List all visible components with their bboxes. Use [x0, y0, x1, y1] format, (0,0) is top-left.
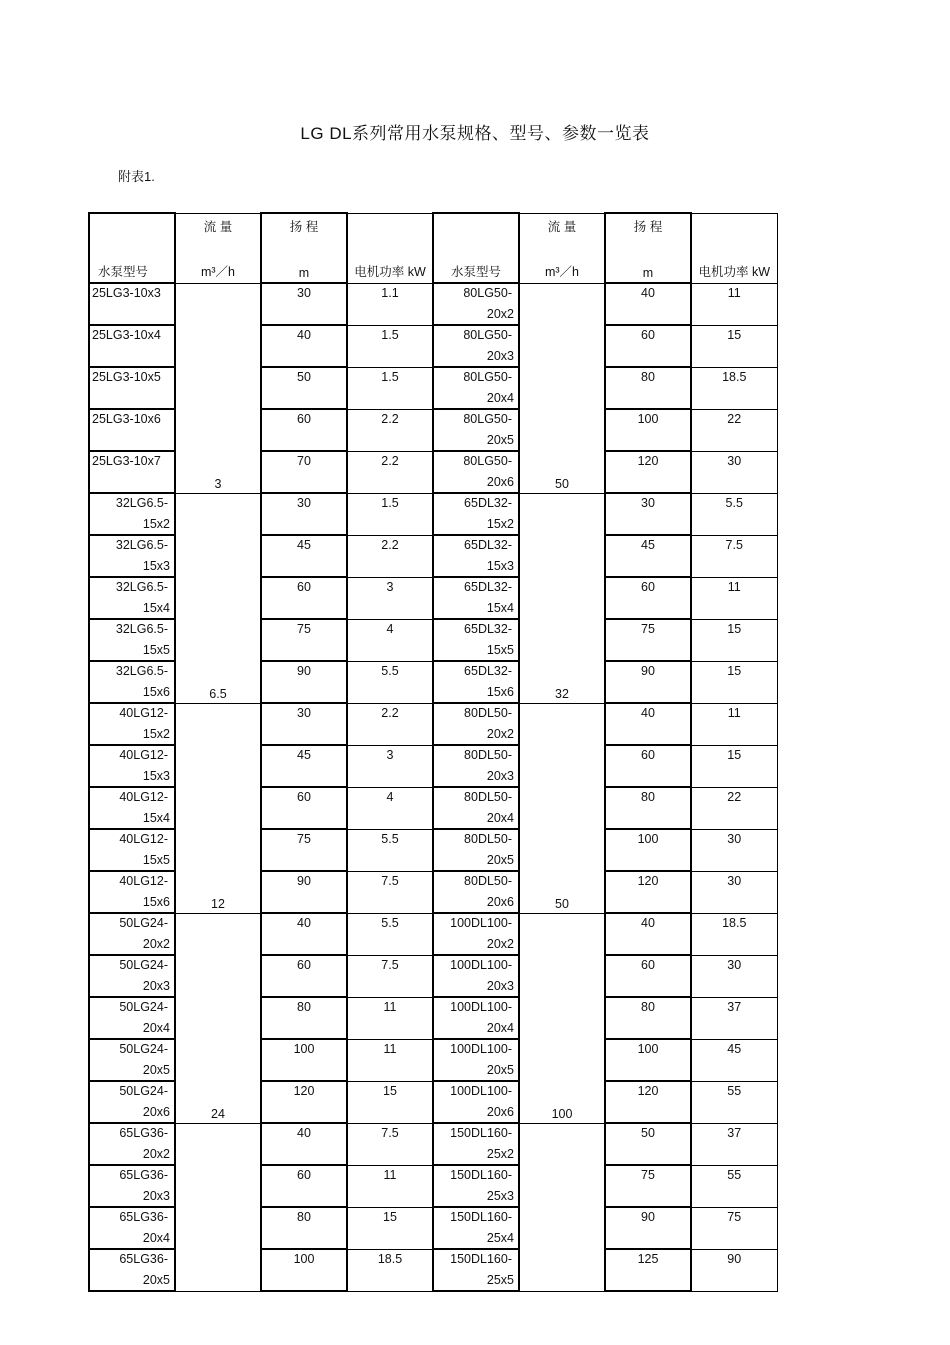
pump-spec-table — [88, 212, 778, 1292]
model-cell-right — [433, 619, 519, 661]
model-line-2: 20x4 — [142, 1021, 170, 1035]
model-line-1: 80LG50- — [463, 370, 512, 384]
model-line-2: 25x2 — [486, 1147, 514, 1161]
model-cell-left — [89, 1165, 175, 1207]
head-cell-right: 120 — [605, 451, 691, 493]
head-cell-left: 80 — [261, 997, 347, 1039]
model-name: 25LG3-10x3 — [92, 286, 161, 300]
model-line-2: 15x2 — [142, 727, 170, 741]
head-cell-right: 90 — [605, 1207, 691, 1249]
model-cell-right — [433, 997, 519, 1039]
header-model-left: 水泵型号 — [89, 213, 175, 283]
model-cell-right — [433, 409, 519, 451]
model-line-1: 80DL50- — [464, 748, 512, 762]
model-line-1: 65LG36- — [119, 1168, 168, 1182]
power-cell-left: 11 — [347, 997, 433, 1039]
head-cell-right: 90 — [605, 661, 691, 703]
model-line-2: 20x6 — [486, 475, 514, 489]
model-cell-left — [89, 997, 175, 1039]
model-cell-right — [433, 955, 519, 997]
head-cell-left: 60 — [261, 955, 347, 997]
model-line-2: 15x5 — [486, 643, 514, 657]
power-cell-right: 22 — [691, 409, 777, 451]
model-line-2: 20x6 — [486, 1105, 514, 1119]
model-line-2: 20x6 — [142, 1105, 170, 1119]
head-cell-left: 45 — [261, 535, 347, 577]
table-row — [89, 703, 777, 745]
model-cell-right — [433, 493, 519, 535]
model-line-1: 150DL160- — [450, 1168, 512, 1182]
model-cell-right — [433, 661, 519, 703]
model-line-1: 32LG6.5- — [115, 538, 168, 552]
model-line-2: 15x6 — [142, 895, 170, 909]
model-line-1: 80DL50- — [464, 832, 512, 846]
model-line-2: 20x5 — [142, 1063, 170, 1077]
model-line-1: 40LG12- — [119, 832, 168, 846]
head-cell-left: 30 — [261, 493, 347, 535]
model-cell-right — [433, 1123, 519, 1165]
model-line-2: 20x2 — [486, 937, 514, 951]
head-cell-right: 80 — [605, 367, 691, 409]
head-cell-left: 60 — [261, 787, 347, 829]
model-cell-left — [89, 661, 175, 703]
head-cell-left: 40 — [261, 325, 347, 367]
power-cell-right: 45 — [691, 1039, 777, 1081]
header-flow-left: 流 量 m³／h — [175, 213, 261, 283]
head-cell-left: 100 — [261, 1249, 347, 1291]
power-cell-left: 7.5 — [347, 871, 433, 913]
power-cell-right: 15 — [691, 325, 777, 367]
flow-cell-right: 32 — [519, 493, 605, 703]
head-cell-left: 50 — [261, 367, 347, 409]
model-line-2: 20x3 — [142, 1189, 170, 1203]
head-cell-left: 30 — [261, 283, 347, 325]
flow-cell-left: 3 — [175, 283, 261, 493]
model-cell-left — [89, 871, 175, 913]
model-line-2: 20x3 — [486, 349, 514, 363]
head-cell-left: 80 — [261, 1207, 347, 1249]
power-cell-right: 30 — [691, 955, 777, 997]
power-cell-left: 3 — [347, 577, 433, 619]
model-line-2: 15x3 — [142, 769, 170, 783]
power-cell-right: 15 — [691, 661, 777, 703]
table-row — [89, 283, 777, 325]
model-line-1: 100DL100- — [450, 916, 512, 930]
table-row — [89, 493, 777, 535]
header-power-right: 电机功率 kW — [691, 213, 777, 283]
head-cell-left: 60 — [261, 409, 347, 451]
model-line-2: 25x4 — [486, 1231, 514, 1245]
power-cell-right: 90 — [691, 1249, 777, 1291]
model-line-1: 65LG36- — [119, 1210, 168, 1224]
power-cell-left: 1.5 — [347, 325, 433, 367]
head-cell-right: 125 — [605, 1249, 691, 1291]
pump-table-body — [89, 283, 777, 1291]
power-cell-left: 3 — [347, 745, 433, 787]
power-cell-right: 5.5 — [691, 493, 777, 535]
header-head-right: 扬 程 m — [605, 213, 691, 283]
model-cell-right — [433, 1165, 519, 1207]
flow-cell-right: 100 — [519, 913, 605, 1123]
model-line-1: 65LG36- — [119, 1126, 168, 1140]
model-cell-right — [433, 787, 519, 829]
model-cell-left — [89, 1123, 175, 1165]
model-line-1: 65DL32- — [464, 580, 512, 594]
model-cell-left — [89, 1081, 175, 1123]
flow-cell-left — [175, 1123, 261, 1291]
head-cell-left: 30 — [261, 703, 347, 745]
model-cell-right — [433, 283, 519, 325]
model-cell-left — [89, 955, 175, 997]
model-line-2: 20x5 — [486, 853, 514, 867]
model-line-2: 15x3 — [486, 559, 514, 573]
model-cell-right — [433, 829, 519, 871]
model-line-2: 15x5 — [142, 643, 170, 657]
model-line-2: 15x2 — [142, 517, 170, 531]
power-cell-right: 75 — [691, 1207, 777, 1249]
model-line-2: 15x6 — [486, 685, 514, 699]
power-cell-left: 4 — [347, 619, 433, 661]
power-cell-left: 1.5 — [347, 493, 433, 535]
model-line-1: 40LG12- — [119, 706, 168, 720]
model-line-2: 20x4 — [486, 391, 514, 405]
head-cell-left: 40 — [261, 913, 347, 955]
model-line-1: 32LG6.5- — [115, 496, 168, 510]
head-cell-right: 60 — [605, 325, 691, 367]
model-line-2: 15x5 — [142, 853, 170, 867]
header-model-right: 水泵型号 — [433, 213, 519, 283]
model-line-2: 20x5 — [486, 433, 514, 447]
model-line-2: 20x2 — [142, 1147, 170, 1161]
power-cell-left: 5.5 — [347, 913, 433, 955]
model-line-1: 40LG12- — [119, 748, 168, 762]
header-flow-right: 流 量 m³／h — [519, 213, 605, 283]
flow-cell-right: 50 — [519, 703, 605, 913]
table-row — [89, 1123, 777, 1165]
power-cell-left: 1.1 — [347, 283, 433, 325]
power-cell-left: 11 — [347, 1165, 433, 1207]
model-line-1: 50LG24- — [119, 1000, 168, 1014]
page-title: LG DL系列常用水泵规格、型号、参数一览表 — [300, 124, 650, 143]
model-line-2: 15x2 — [486, 517, 514, 531]
head-cell-right: 60 — [605, 745, 691, 787]
model-line-1: 100DL100- — [450, 1084, 512, 1098]
power-cell-right: 37 — [691, 997, 777, 1039]
flow-cell-left: 24 — [175, 913, 261, 1123]
model-cell-right — [433, 1081, 519, 1123]
model-line-2: 15x6 — [142, 685, 170, 699]
power-cell-left: 7.5 — [347, 1123, 433, 1165]
model-line-1: 80LG50- — [463, 286, 512, 300]
model-line-1: 50LG24- — [119, 958, 168, 972]
model-line-1: 65DL32- — [464, 622, 512, 636]
model-line-1: 80LG50- — [463, 328, 512, 342]
model-cell-left — [89, 577, 175, 619]
model-cell-left — [89, 829, 175, 871]
power-cell-right: 30 — [691, 451, 777, 493]
model-line-1: 80DL50- — [464, 706, 512, 720]
model-line-2: 15x4 — [142, 601, 170, 615]
head-cell-right: 100 — [605, 409, 691, 451]
power-cell-right: 15 — [691, 619, 777, 661]
model-cell-right — [433, 535, 519, 577]
model-line-2: 15x4 — [486, 601, 514, 615]
power-cell-right: 11 — [691, 703, 777, 745]
model-cell-left — [89, 1207, 175, 1249]
head-cell-left: 70 — [261, 451, 347, 493]
model-cell-right — [433, 1207, 519, 1249]
model-line-1: 50LG24- — [119, 1042, 168, 1056]
table-row — [89, 913, 777, 955]
model-line-1: 150DL160- — [450, 1252, 512, 1266]
header-power-left: 电机功率 kW — [347, 213, 433, 283]
power-cell-left: 2.2 — [347, 703, 433, 745]
power-cell-right: 11 — [691, 577, 777, 619]
head-cell-right: 50 — [605, 1123, 691, 1165]
model-line-1: 32LG6.5- — [115, 622, 168, 636]
model-cell-right — [433, 577, 519, 619]
model-cell-left — [89, 619, 175, 661]
model-name: 25LG3-10x5 — [92, 370, 161, 384]
power-cell-right: 30 — [691, 829, 777, 871]
model-cell-left — [89, 283, 175, 325]
model-cell-right — [433, 703, 519, 745]
flow-cell-left: 12 — [175, 703, 261, 913]
model-line-2: 20x3 — [142, 979, 170, 993]
model-cell-left — [89, 787, 175, 829]
model-cell-left — [89, 535, 175, 577]
model-cell-right — [433, 451, 519, 493]
model-line-1: 65DL32- — [464, 664, 512, 678]
model-line-1: 150DL160- — [450, 1210, 512, 1224]
head-cell-left: 75 — [261, 829, 347, 871]
model-cell-left — [89, 745, 175, 787]
model-cell-left — [89, 913, 175, 955]
power-cell-left: 15 — [347, 1207, 433, 1249]
model-line-2: 20x4 — [142, 1231, 170, 1245]
model-line-1: 50LG24- — [119, 916, 168, 930]
head-cell-right: 75 — [605, 1165, 691, 1207]
power-cell-left: 2.2 — [347, 535, 433, 577]
power-cell-left: 2.2 — [347, 451, 433, 493]
model-cell-left — [89, 325, 175, 367]
power-cell-left: 18.5 — [347, 1249, 433, 1291]
head-cell-right: 120 — [605, 1081, 691, 1123]
power-cell-right: 18.5 — [691, 367, 777, 409]
head-cell-right: 40 — [605, 283, 691, 325]
power-cell-left: 5.5 — [347, 829, 433, 871]
power-cell-left: 7.5 — [347, 955, 433, 997]
head-cell-right: 60 — [605, 955, 691, 997]
model-line-1: 65LG36- — [119, 1252, 168, 1266]
model-line-1: 150DL160- — [450, 1126, 512, 1140]
model-line-1: 65DL32- — [464, 496, 512, 510]
model-line-1: 80LG50- — [463, 412, 512, 426]
power-cell-right: 55 — [691, 1081, 777, 1123]
head-cell-left: 100 — [261, 1039, 347, 1081]
model-cell-left — [89, 409, 175, 451]
header-head-left: 扬 程 m — [261, 213, 347, 283]
power-cell-left: 5.5 — [347, 661, 433, 703]
model-line-2: 15x4 — [142, 811, 170, 825]
power-cell-left: 1.5 — [347, 367, 433, 409]
head-cell-right: 80 — [605, 787, 691, 829]
head-cell-left: 90 — [261, 871, 347, 913]
model-cell-right — [433, 1039, 519, 1081]
power-cell-right: 30 — [691, 871, 777, 913]
model-cell-right — [433, 745, 519, 787]
head-cell-right: 45 — [605, 535, 691, 577]
head-cell-left: 60 — [261, 1165, 347, 1207]
power-cell-left: 15 — [347, 1081, 433, 1123]
model-line-2: 20x3 — [486, 769, 514, 783]
model-line-1: 40LG12- — [119, 790, 168, 804]
head-cell-right: 120 — [605, 871, 691, 913]
model-line-2: 15x3 — [142, 559, 170, 573]
head-cell-left: 45 — [261, 745, 347, 787]
model-cell-left — [89, 1249, 175, 1291]
model-cell-right — [433, 913, 519, 955]
model-name: 25LG3-10x6 — [92, 412, 161, 426]
power-cell-left: 11 — [347, 1039, 433, 1081]
model-line-2: 20x4 — [486, 1021, 514, 1035]
model-line-2: 20x4 — [486, 811, 514, 825]
head-cell-left: 75 — [261, 619, 347, 661]
head-cell-right: 40 — [605, 703, 691, 745]
model-name: 25LG3-10x4 — [92, 328, 161, 342]
head-cell-right: 100 — [605, 829, 691, 871]
model-line-2: 20x5 — [142, 1273, 170, 1287]
model-line-2: 20x6 — [486, 895, 514, 909]
model-line-1: 32LG6.5- — [115, 580, 168, 594]
model-cell-right — [433, 325, 519, 367]
model-line-1: 100DL100- — [450, 958, 512, 972]
head-cell-left: 120 — [261, 1081, 347, 1123]
model-line-1: 80DL50- — [464, 874, 512, 888]
model-name: 25LG3-10x7 — [92, 454, 161, 468]
flow-cell-left: 6.5 — [175, 493, 261, 703]
model-line-2: 20x2 — [486, 307, 514, 321]
power-cell-right: 37 — [691, 1123, 777, 1165]
appendix-label: 附表1. — [118, 169, 155, 184]
head-cell-left: 60 — [261, 577, 347, 619]
head-cell-right: 60 — [605, 577, 691, 619]
model-line-2: 20x3 — [486, 979, 514, 993]
model-line-1: 100DL100- — [450, 1042, 512, 1056]
head-cell-left: 90 — [261, 661, 347, 703]
power-cell-left: 4 — [347, 787, 433, 829]
model-cell-left — [89, 451, 175, 493]
flow-cell-right: 50 — [519, 283, 605, 493]
model-line-2: 20x2 — [142, 937, 170, 951]
model-line-1: 65DL32- — [464, 538, 512, 552]
model-line-1: 80LG50- — [463, 454, 512, 468]
power-cell-right: 15 — [691, 745, 777, 787]
model-cell-right — [433, 871, 519, 913]
flow-cell-right — [519, 1123, 605, 1291]
power-cell-right: 7.5 — [691, 535, 777, 577]
model-line-2: 20x2 — [486, 727, 514, 741]
model-cell-left — [89, 1039, 175, 1081]
head-cell-right: 40 — [605, 913, 691, 955]
head-cell-right: 30 — [605, 493, 691, 535]
head-cell-right: 80 — [605, 997, 691, 1039]
model-line-2: 20x5 — [486, 1063, 514, 1077]
model-line-1: 40LG12- — [119, 874, 168, 888]
head-cell-right: 100 — [605, 1039, 691, 1081]
model-cell-right — [433, 1249, 519, 1291]
model-line-1: 80DL50- — [464, 790, 512, 804]
model-cell-left — [89, 703, 175, 745]
head-cell-right: 75 — [605, 619, 691, 661]
power-cell-left: 2.2 — [347, 409, 433, 451]
model-line-1: 50LG24- — [119, 1084, 168, 1098]
model-line-1: 32LG6.5- — [115, 664, 168, 678]
head-cell-left: 40 — [261, 1123, 347, 1165]
power-cell-right: 55 — [691, 1165, 777, 1207]
model-line-2: 25x3 — [486, 1189, 514, 1203]
power-cell-right: 22 — [691, 787, 777, 829]
power-cell-right: 18.5 — [691, 913, 777, 955]
model-cell-left — [89, 493, 175, 535]
model-cell-right — [433, 367, 519, 409]
model-line-2: 25x5 — [486, 1273, 514, 1287]
model-line-1: 100DL100- — [450, 1000, 512, 1014]
model-cell-left — [89, 367, 175, 409]
power-cell-right: 11 — [691, 283, 777, 325]
